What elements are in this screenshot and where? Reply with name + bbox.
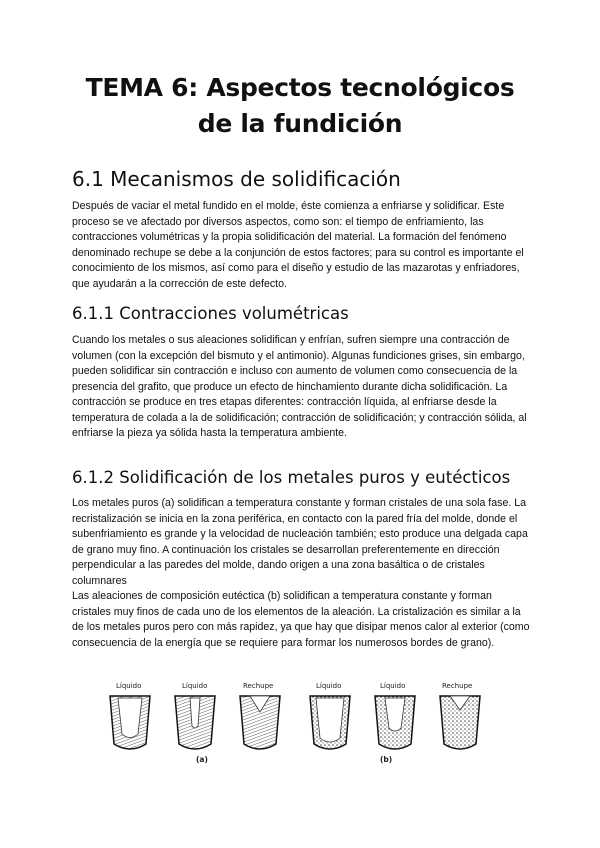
mold-a1: [110, 682, 150, 749]
solidification-figure: [100, 676, 530, 766]
subsection2-paragraph: [72, 496, 532, 651]
figure-caption-a: (a): [196, 755, 208, 764]
figure-label: Rechupe: [442, 682, 473, 690]
figure-label: Rechupe: [243, 682, 274, 690]
section-intro-paragraph: Después de vaciar el metal fundido en el molde, éste comienza a enfriarse y solidificar. Este proceso se ve afectado por diversos aspectos, como son: el tiempo de enfriamiento, las contracciones volumétricas y la propia solidificación del material. La formación del fenómeno denominado rechupe se debe a la conjunción de estos factores; para su control es importante el conocimiento de los mismos, así como para el diseño y estudio de las mazarotas y enfriadores, que ayudarán a la corrección de este defecto.: [72, 200, 524, 290]
figure-label: Líquido: [182, 682, 208, 690]
mold-b1: [310, 682, 350, 749]
mold-a2: [175, 682, 215, 749]
title-line-2: de la fundición: [197, 109, 403, 138]
figure-label: Líquido: [116, 682, 142, 690]
subsection1-heading: 6.1.1 Contracciones volumétricas: [72, 304, 349, 323]
section-heading: 6.1 Mecanismos de solidificación: [72, 167, 401, 191]
subsection1-paragraph: Cuando los metales o sus aleaciones solidifican y enfrían, sufren siempre una contracción de volumen (con la excepción del bismuto y el antimonio). Algunas fundiciones grises, sin embargo, pueden solidificar sin contracción e incluso con aumento de volumen como consecuencia de la presencia del grafito, que produce un efecto de hinchamiento durante dicha solidificación. La contracción se produce en tres etapas diferentes: contracción líquida, al enfriarse desde la temperatura de colada a la de solidificación; contracción de solidificación; y contracción sólida, al enfriarse la pieza ya sólida hasta la temperatura ambiente.: [72, 334, 527, 439]
subsection2-heading: 6.1.2 Solidificación de los metales puros y eutécticos: [72, 468, 511, 487]
title-line-1: TEMA 6: Aspectos tecnológicos: [85, 73, 515, 102]
figure-label: Líquido: [380, 682, 406, 690]
subsection2-text-1: Los metales puros (a) solidifican a temperatura constante y forman cristales de una sola fase. La recristalización se inicia en la zona periférica, en contacto con la pared fría del molde, donde el subenfriamiento es grande y la velocidad de nucleación también; esto produce una delgada capa de grano muy fino. A continuación los cristales se desarrollan preferentemente en dirección perpendicular a las paredes del molde, dando origen a una zona basáltica o de cristales columnares: [72, 497, 528, 587]
mold-b2: [375, 682, 415, 749]
subsection2-text-2: Las aleaciones de composición eutéctica (b) solidifican a temperatura constante y forman cristales muy finos de cada uno de los elementos de la aleación. La cristalización es similar a la de los metales puros pero con más rapidez, ya que hay que disipar menos calor al exterior (como consecuencia de la energía que se requiere para formar los numerosos bordes de grano).: [72, 590, 530, 649]
mold-b3: [440, 682, 480, 749]
mold-a3: [240, 682, 280, 749]
figure-caption-b: (b): [380, 755, 393, 764]
page-title: [60, 70, 540, 142]
figure-label: Líquido: [316, 682, 342, 690]
